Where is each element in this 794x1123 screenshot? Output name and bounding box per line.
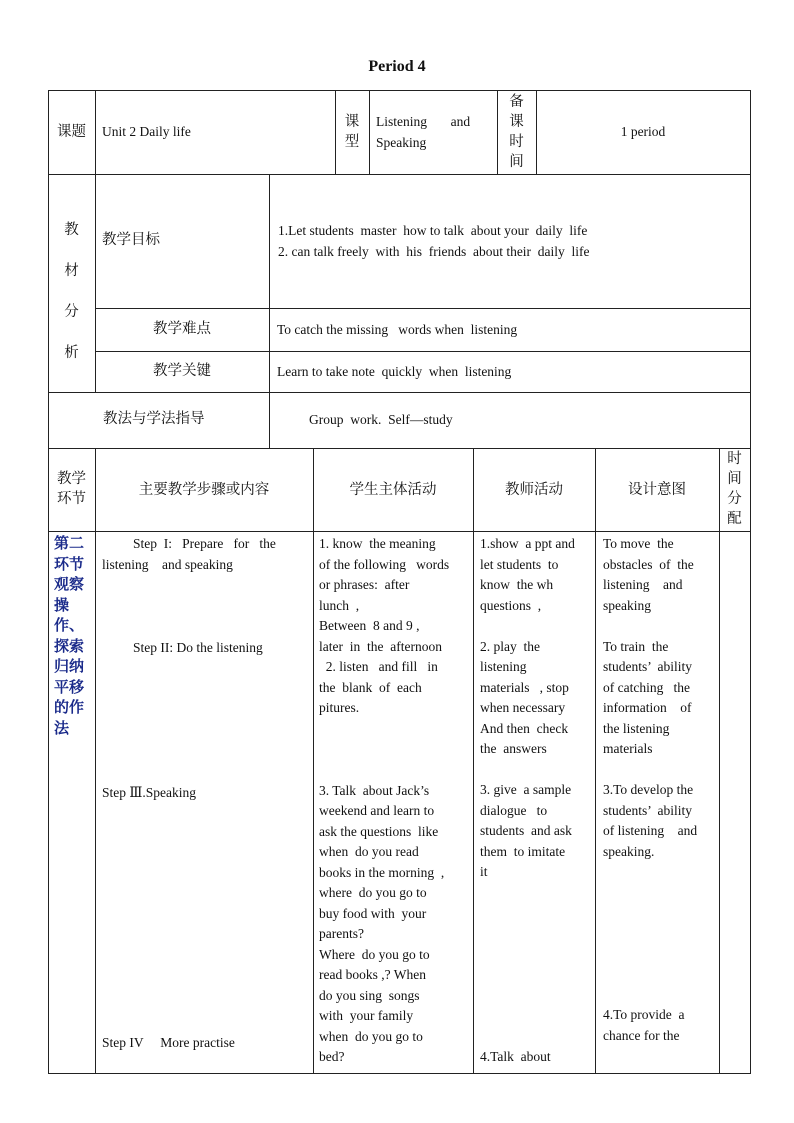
col-header-stage-line-1: 教学 bbox=[57, 471, 86, 487]
col-header-time-char-4: 配 bbox=[727, 511, 742, 527]
time-label bbox=[497, 92, 536, 172]
step-1-line-2: listening and speaking bbox=[102, 556, 233, 572]
design-line: of catching the bbox=[603, 679, 690, 695]
student-line: ask the questions like bbox=[319, 823, 439, 839]
topic-label: 课题 bbox=[57, 124, 86, 140]
section-label-line: 法 bbox=[54, 718, 70, 737]
col-header-teacher: 教师活动 bbox=[505, 482, 563, 498]
design-line: materials bbox=[603, 741, 653, 756]
spacer bbox=[480, 883, 594, 1047]
student-line: weekend and learn to bbox=[319, 803, 435, 818]
teacher-line: 1.show a ppt and bbox=[480, 536, 575, 551]
step-2: Step II: Do the listening bbox=[133, 640, 263, 655]
student-line: of the following words bbox=[319, 556, 450, 572]
design-line: students’ ability bbox=[603, 659, 692, 674]
student-line: the blank of each bbox=[319, 679, 422, 695]
step-1-line-1: Step I: Prepare for the bbox=[133, 536, 276, 551]
time-label-char-3: 时 bbox=[509, 134, 524, 150]
section-label-line: 探索 bbox=[54, 636, 85, 655]
design-line: the listening bbox=[603, 720, 670, 736]
analysis-side-label bbox=[48, 210, 95, 374]
student-line: Between 8 and 9 , bbox=[319, 618, 420, 633]
col-header-stage bbox=[48, 469, 95, 509]
goal-text bbox=[278, 221, 746, 262]
student-line: when do you go to bbox=[319, 1028, 423, 1044]
difficulty-value: To catch the missing words when listening bbox=[277, 322, 518, 337]
spacer bbox=[603, 616, 717, 637]
student-line: with your family bbox=[319, 1008, 414, 1023]
col-header-time bbox=[719, 449, 750, 529]
type-label-char-1: 课 bbox=[344, 114, 360, 130]
section-label bbox=[54, 533, 98, 738]
teacher-line: it bbox=[480, 864, 488, 879]
design-line: speaking bbox=[603, 597, 651, 613]
student-activity bbox=[319, 534, 471, 1068]
col-header-steps: 主要教学步骤或内容 bbox=[138, 482, 270, 498]
design-intent bbox=[603, 534, 717, 1046]
student-line: Where do you go to bbox=[319, 946, 430, 962]
analysis-char-3: 分 bbox=[64, 304, 79, 320]
time-label-char-1: 备 bbox=[509, 94, 524, 110]
design-line: speaking. bbox=[603, 843, 655, 859]
difficulty-label: 教学难点 bbox=[153, 321, 211, 337]
analysis-char-1: 教 bbox=[64, 222, 79, 238]
type-value bbox=[376, 112, 494, 153]
key-label: 教学关键 bbox=[153, 363, 211, 379]
type-label bbox=[335, 112, 369, 152]
spacer bbox=[480, 616, 594, 637]
teacher-line: 3. give a sample bbox=[480, 782, 572, 797]
time-label-char-4: 间 bbox=[509, 154, 524, 170]
teacher-line: 4.Talk about bbox=[480, 1048, 551, 1064]
teacher-line: questions , bbox=[480, 597, 542, 613]
student-line: later in the afternoon bbox=[319, 638, 442, 654]
section-label-line: 归纳 bbox=[54, 657, 85, 675]
goal-label: 教学目标 bbox=[102, 232, 160, 248]
analysis-char-2: 材 bbox=[64, 263, 79, 279]
section-label-line: 的作 bbox=[54, 698, 85, 716]
spacer bbox=[480, 760, 594, 781]
step-3: Step Ⅲ.Speaking bbox=[102, 785, 197, 800]
type-value-line-1: Listening and bbox=[376, 114, 471, 129]
design-line: To move the bbox=[603, 536, 674, 551]
design-line: obstacles of the bbox=[603, 556, 694, 572]
teacher-line: when necessary bbox=[480, 700, 566, 715]
teacher-activity bbox=[480, 534, 594, 1067]
col-header-time-char-3: 分 bbox=[727, 491, 742, 507]
section-label-line: 第二 bbox=[54, 534, 85, 552]
time-value: 1 period bbox=[620, 124, 666, 139]
type-value-line-2: Speaking bbox=[376, 134, 427, 150]
design-line: students’ ability bbox=[603, 802, 692, 818]
design-line: To train the bbox=[603, 638, 669, 654]
design-line: listening and bbox=[603, 577, 683, 592]
teacher-line: let students to bbox=[480, 556, 559, 572]
section-label-line: 操作、 bbox=[54, 595, 85, 634]
goal-line-1: 1.Let students master how to talk about your daily life bbox=[278, 223, 588, 238]
col-header-design: 设计意图 bbox=[628, 482, 686, 498]
teacher-line: dialogue to bbox=[480, 802, 548, 818]
student-line: buy food with your bbox=[319, 905, 427, 921]
design-line: of listening and bbox=[603, 823, 698, 838]
student-line: 2. listen and fill in bbox=[319, 659, 438, 674]
page-title: Period 4 bbox=[368, 58, 426, 75]
design-line: information of bbox=[603, 700, 692, 715]
topic-value: Unit 2 Daily life bbox=[102, 124, 191, 139]
col-header-time-char-2: 间 bbox=[727, 471, 742, 487]
student-line: 1. know the meaning bbox=[319, 536, 436, 551]
teacher-line: materials , stop bbox=[480, 679, 569, 695]
col-header-time-char-1: 时 bbox=[727, 451, 742, 467]
student-line: do you sing songs bbox=[319, 987, 420, 1003]
student-line: pitures. bbox=[319, 700, 360, 715]
student-line: where do you go to bbox=[319, 885, 427, 900]
spacer bbox=[319, 719, 471, 781]
student-line: books in the morning , bbox=[319, 864, 445, 880]
design-line: chance for the bbox=[603, 1027, 680, 1043]
teacher-line: And then check bbox=[480, 720, 569, 736]
col-header-student: 学生主体活动 bbox=[349, 482, 437, 498]
teacher-line: students and ask bbox=[480, 823, 572, 838]
step-1 bbox=[102, 534, 307, 575]
key-value: Learn to take note quickly when listening bbox=[277, 364, 512, 379]
teacher-line: 2. play the bbox=[480, 638, 540, 654]
section-label-line: 环节 bbox=[54, 554, 85, 573]
design-line: 4.To provide a bbox=[603, 1007, 685, 1022]
col-header-stage-line-2: 环节 bbox=[57, 491, 86, 507]
design-line: 3.To develop the bbox=[603, 782, 694, 797]
analysis-char-4: 析 bbox=[64, 345, 79, 361]
student-line: when do you read bbox=[319, 844, 419, 859]
section-label-line: 平移 bbox=[54, 677, 85, 696]
student-line: or phrases: after bbox=[319, 577, 410, 592]
teacher-line: know the wh bbox=[480, 577, 554, 592]
teacher-line: the answers bbox=[480, 741, 547, 756]
goal-line-2: 2. can talk freely with his friends about their daily life bbox=[278, 243, 590, 259]
method-label: 教法与学法指导 bbox=[103, 411, 205, 427]
student-line: 3. Talk about Jack’s bbox=[319, 782, 430, 798]
student-line: bed? bbox=[319, 1049, 345, 1064]
teacher-line: them to imitate bbox=[480, 843, 566, 859]
student-line: parents? bbox=[319, 926, 364, 941]
step-4: Step IV More practise bbox=[102, 1035, 235, 1050]
type-label-char-2: 型 bbox=[344, 134, 360, 150]
student-line: read books ,? When bbox=[319, 967, 426, 982]
teacher-line: listening bbox=[480, 659, 527, 674]
student-line: lunch , bbox=[319, 597, 360, 613]
method-value: Group work. Self—study bbox=[309, 412, 453, 427]
time-label-char-2: 课 bbox=[509, 114, 524, 130]
spacer bbox=[603, 760, 717, 781]
section-label-line: 观察 bbox=[54, 575, 85, 593]
spacer bbox=[603, 862, 717, 1005]
